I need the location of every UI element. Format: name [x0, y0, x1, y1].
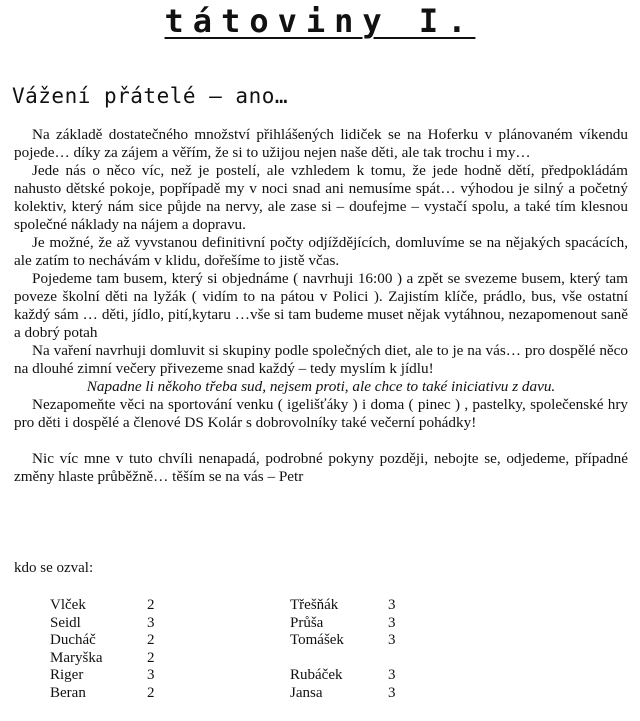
responder-name	[290, 650, 388, 668]
paragraph: Pojedeme tam busem, který si objednáme ( navrhuji 16:00 ) a zpět se svezeme busem, který tam poveze školní děti na lyžák ( vidím to na pátou v Polici ). Zajistím klíče, prádlo, bus, vše ostatní každý sám … děti, jídlo, pití,kytaru …vše si tam budeme muset nějak vytáhnou, nezapomenout saně a dobrý potah	[14, 270, 628, 341]
closing-paragraph: Nic víc mne v tuto chvíli nenapadá, podrobné pokyny později, nebojte se, odjedeme, případné změny hlaste průběžně… těším se na vás – Petr	[14, 450, 628, 485]
paragraph: Jede nás o něco víc, než je postelí, ale vzhledem k tomu, že jede hodně dětí, předpokládám nahusto dětské pokoje, popřípadě my v noci snad ani nemusíme spát… výhodou je silný a početný kolektiv, který nám sice půjde na nervy, ale zase si – doufejme – vystačí spolu, a také tím klesnou společné náklady na nájem a dopravu.	[14, 162, 628, 233]
italic-note: Napadne li někoho třeba sud, nejsem proti, ale chce to také iniciativu z davu.	[86, 378, 556, 395]
responder-count: 3	[388, 597, 396, 613]
responder-count: 3	[147, 667, 155, 683]
list-item	[50, 650, 430, 668]
responder-name: Jansa	[290, 684, 323, 701]
responder-name: Beran	[50, 684, 86, 701]
responder-count: 3	[388, 667, 396, 683]
list-item	[50, 597, 430, 615]
responder-count: 3	[388, 632, 396, 648]
responder-count: 3	[388, 684, 396, 701]
paragraph: Na základě dostatečného množství přihlášených lidiček se na Hoferku v plánovaném víkendu pojede… díky za zájem a věřím, že si to užijou nejen naše děti, ale tak trochu i my…	[14, 126, 628, 161]
responder-name: Ducháč	[50, 632, 96, 648]
responder-name: Tomášek	[290, 632, 344, 648]
list-item	[50, 615, 430, 633]
responder-name: Seidl	[50, 614, 81, 631]
responder-name: Riger	[50, 667, 84, 683]
responder-count: 2	[147, 684, 155, 701]
responder-name: Rubáček	[290, 667, 343, 683]
list-item	[50, 667, 430, 685]
responder-count: 2	[147, 632, 155, 648]
responder-count: 2	[147, 597, 155, 613]
paragraph: Nezapomeňte věci na sportování venku ( igelišťáky ) i doma ( pinec ) , pastelky, společenské hry pro děti i dospělé a členové DS Kolár s dobrovolníky také večerní pohádky!	[14, 396, 628, 431]
list-item	[50, 632, 430, 650]
responder-count: 3	[147, 614, 155, 631]
document-title: tátoviny I.	[164, 2, 476, 40]
responder-name: Třešňák	[290, 597, 339, 613]
greeting-heading: Vážení přátelé – ano…	[12, 84, 289, 108]
responder-name: Maryška	[50, 649, 103, 666]
list-item	[50, 685, 430, 703]
responders-label: kdo se ozval:	[14, 560, 94, 576]
responders-list	[50, 597, 430, 721]
responder-name: Vlček	[50, 597, 86, 613]
paragraph: Je možné, že až vyvstanou definitivní počty odjíždějících, domluvíme se na nějakých spacácích, ale zatím to nechávám v klidu, dořešíme to jistě včas.	[14, 234, 628, 269]
responder-count: 2	[147, 649, 155, 666]
responder-count: 3	[388, 614, 396, 631]
responder-name: Průša	[290, 614, 324, 631]
paragraph: Na vaření navrhuji domluvit si skupiny podle společných diet, ale to je na vás… pro dospělé něco na dlouhé zimní večery přivezeme snad každý – tedy myslím k jídlu!	[14, 342, 628, 377]
responder-count	[388, 650, 418, 668]
letter-body	[14, 126, 628, 486]
